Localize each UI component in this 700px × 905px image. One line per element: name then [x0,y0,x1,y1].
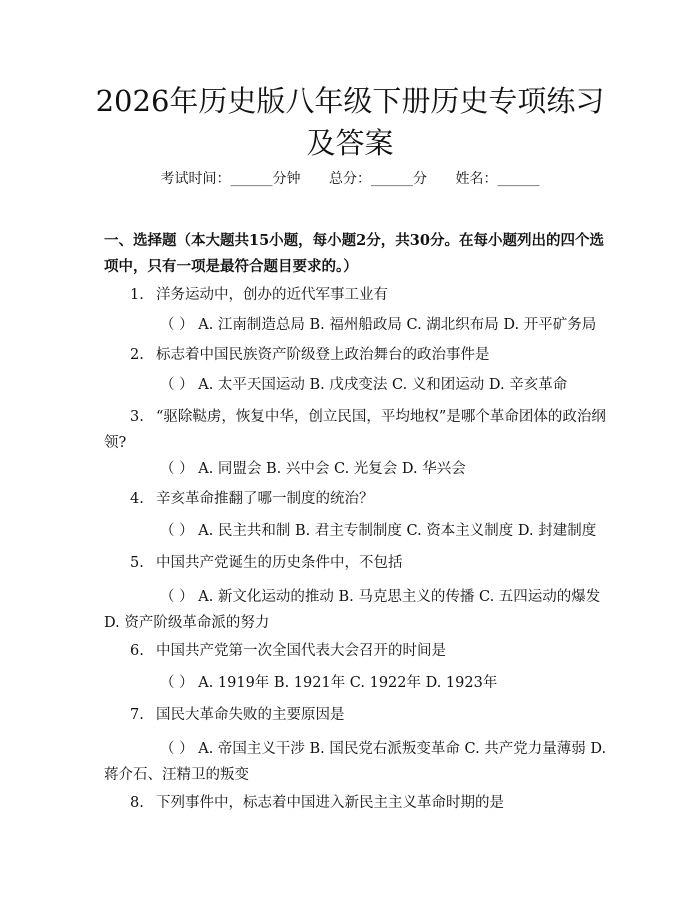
question-8 [104,790,608,816]
question-5 [104,550,608,576]
question-text: 标志着中国民族资产阶级登上政治舞台的政治事件是 [156,347,490,363]
student-name: 姓名：______ [455,171,540,187]
question-text: “驱除鞑虏，恢复中华，创立民国，平均地权”是哪个革命团体的政治纲领? [104,409,606,451]
question-3-options: （ ） A. 同盟会 B. 兴中会 C. 光复会 D. 华兴会 [160,461,466,477]
question-text: 中国共产党第一次全国代表大会召开的时间是 [156,643,446,659]
question-number: 3. [130,409,144,425]
question-6 [104,638,608,664]
question-4 [104,486,608,512]
question-1-options: （ ） A. 江南制造总局 B. 福州船政局 C. 湖北织布局 D. 开平矿务局 [160,317,597,333]
question-number: 6. [130,643,144,659]
question-text: 洋务运动中，创办的近代军事工业有 [156,287,388,303]
question-number: 4. [130,491,144,507]
question-7-options: （ ） A. 帝国主义干涉 B. 国民党右派叛变革命 C. 共产党力量薄弱 D. 蒋介石、汪精卫的叛变 [104,741,607,783]
question-text: 辛亥革命推翻了哪一制度的统治？ [156,491,374,507]
section-heading: 一、选择题（本大题共15小题，每小题2分，共30分。在每小题列出的四个选项中，只有一项是最符合题目要求的。） [104,232,604,275]
exam-time: 考试时间：______分钟 [160,171,301,187]
question-7 [104,702,608,728]
page-title: 2026年历史版八年级下册历史专项练习及答案 [95,84,605,160]
question-number: 1. [130,287,144,303]
question-number: 5. [130,555,144,571]
question-5-options: （ ） A. 新文化运动的推动 B. 马克思主义的传播 C. 五四运动的爆发 D. 资产阶级革命派的努力 [104,589,601,631]
question-4-options: （ ） A. 民主共和制 B. 君主专制制度 C. 资本主义制度 D. 封建制度 [160,523,597,539]
question-number: 8. [130,795,144,811]
total-score: 总分：______分 [329,171,427,187]
question-text: 国民大革命失败的主要原因是 [156,707,345,723]
question-2-options: （ ） A. 太平天国运动 B. 戊戌变法 C. 义和团运动 D. 辛亥革命 [160,377,568,393]
question-6-options: （ ） A. 1919年 B. 1921年 C. 1922年 D. 1923年 [160,675,498,691]
exam-meta [0,168,700,188]
question-text: 下列事件中，标志着中国进入新民主主义革命时期的是 [156,795,504,811]
question-number: 7. [130,707,144,723]
question-2 [104,342,608,368]
question-3 [104,404,608,456]
question-number: 2. [130,347,144,363]
question-1 [104,282,608,308]
question-text: 中国共产党诞生的历史条件中，不包括 [156,555,403,571]
